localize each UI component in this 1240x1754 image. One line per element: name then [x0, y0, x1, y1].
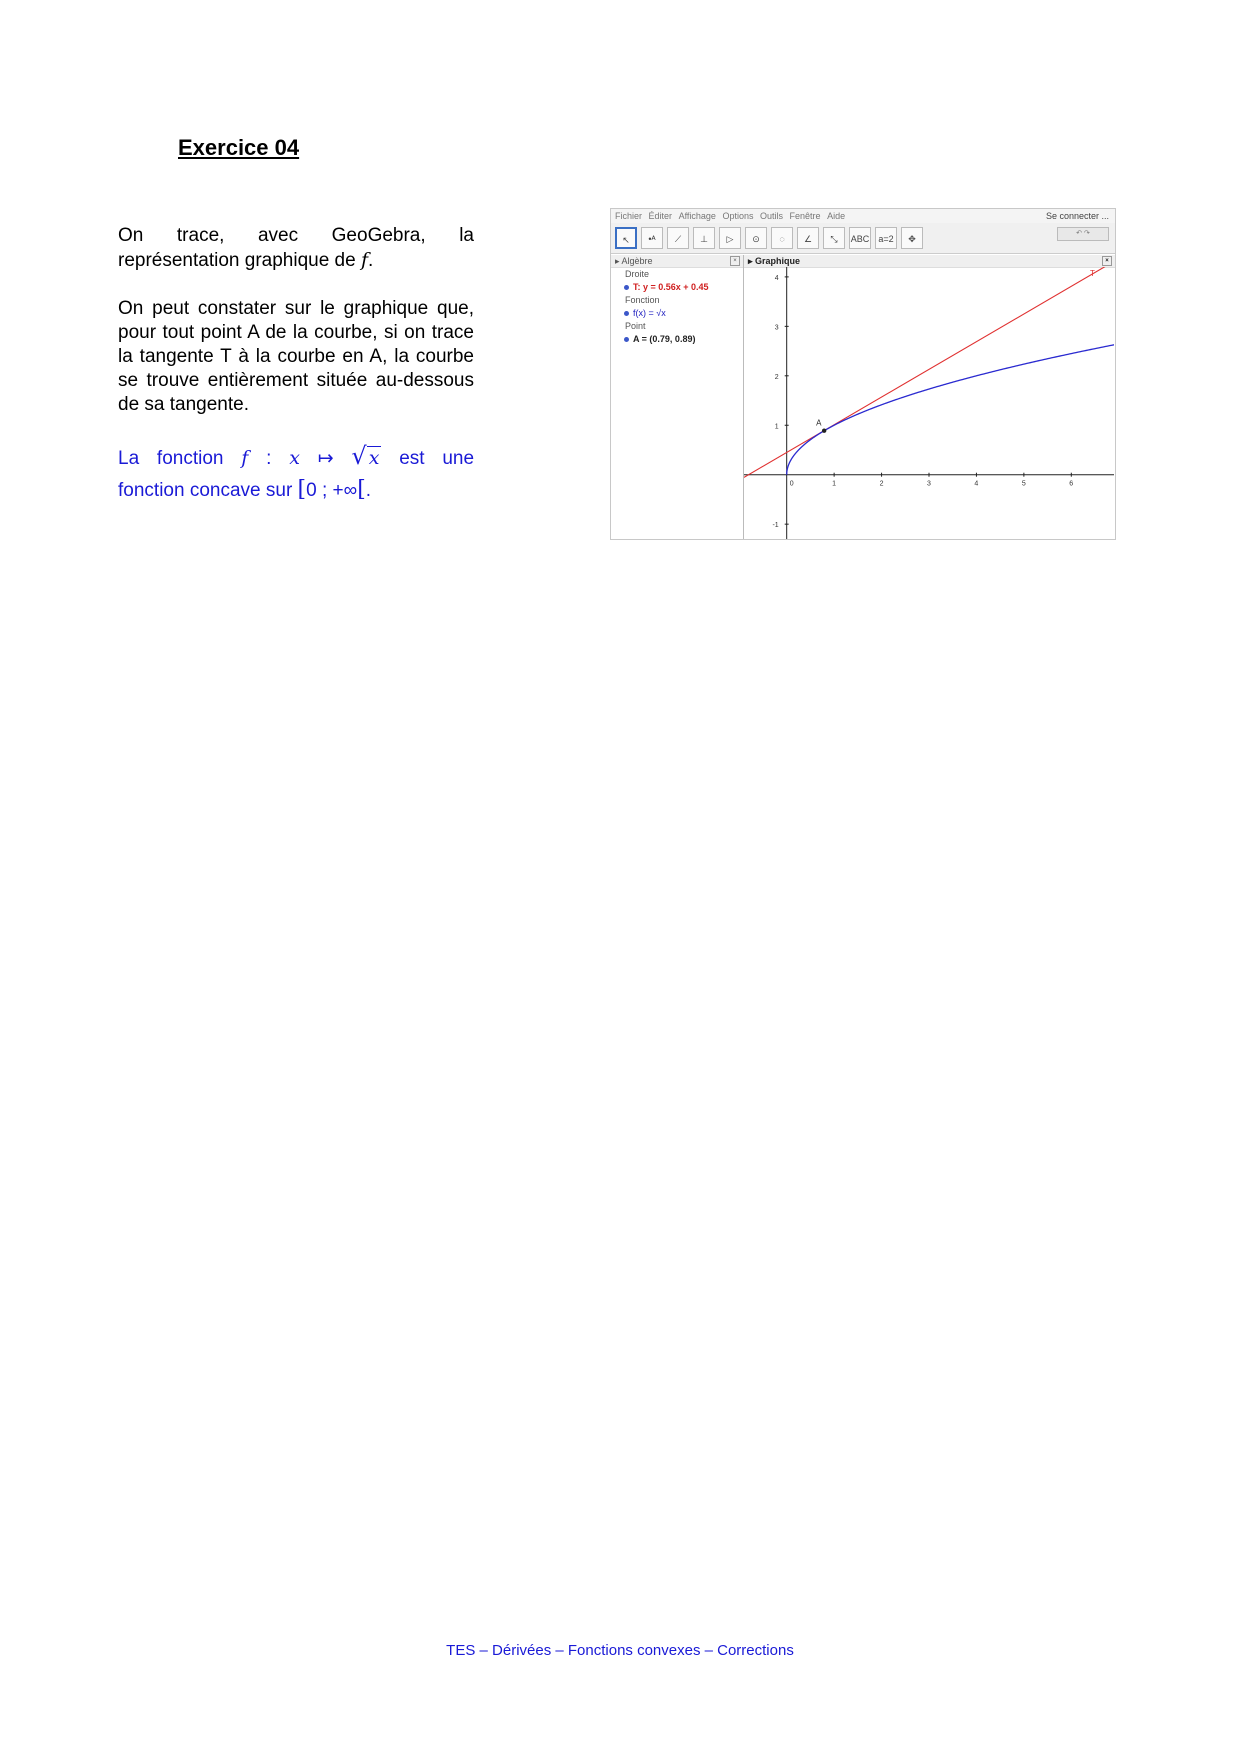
close-icon[interactable]: ×: [730, 256, 740, 266]
point-A: [822, 428, 826, 432]
circle-tool-icon[interactable]: ⊙: [745, 227, 767, 249]
paragraph-1-end: .: [368, 250, 374, 271]
x-tick-label: 5: [1021, 480, 1026, 488]
menu-affichage[interactable]: Affichage: [678, 211, 716, 221]
point-tool-icon[interactable]: •ᴬ: [641, 227, 663, 249]
menu-options[interactable]: Options: [722, 211, 754, 221]
graphics-title-label: Graphique: [755, 256, 801, 266]
open-bracket: [: [297, 477, 307, 502]
connect-link[interactable]: Se connecter ...: [1045, 211, 1109, 221]
slider-tool-icon[interactable]: a=2: [875, 227, 897, 249]
y-tick-label: 4: [774, 274, 779, 282]
conclusion-interval-prefix: fonction concave sur: [118, 480, 298, 501]
conclusion-f: f: [241, 447, 249, 469]
conclusion-la-fonction: La fonction: [118, 448, 224, 469]
paragraph-2: On peut constater sur le graphique que, pour tout point A de la courbe, si on trace la tangente T à la courbe en A, la courbe se trouve entièrement située au-dessous de sa tangente.: [118, 298, 474, 415]
algebra-item-function[interactable]: f(x) = √x: [611, 307, 743, 320]
conclusion-mapsto: ↦: [317, 448, 334, 469]
y-tick-label: 1: [774, 423, 779, 431]
tangent-line-T: [744, 267, 1114, 477]
category-droite: Droite: [625, 269, 650, 279]
x-tick-label: 1: [832, 480, 837, 488]
geogebra-window: [610, 208, 1116, 540]
point-A-label: A: [816, 418, 822, 428]
menu-fenetre[interactable]: Fenêtre: [789, 211, 821, 221]
category-fonction: Fonction: [625, 295, 660, 305]
undo-redo-icon[interactable]: ↶ ↷: [1057, 227, 1109, 241]
algebra-view: [611, 255, 744, 539]
graphics-view: [744, 255, 1115, 539]
algebra-view-title: ▸ Algèbre ×: [611, 255, 743, 268]
conclusion-colon: :: [266, 448, 272, 469]
paragraph-1-text: représentation graphique de: [118, 250, 361, 271]
y-tick-label: 2: [774, 373, 779, 381]
paragraph-1-line-1: On trace, avec GeoGebra, la: [118, 225, 474, 246]
footer: TES – Dérivées – Fonctions convexes – Corrections: [446, 1642, 794, 1659]
tangent-label-T: T: [1090, 268, 1095, 278]
x-tick-label: 0: [789, 480, 794, 488]
angle-tool-icon[interactable]: ∠: [797, 227, 819, 249]
y-tick-label: -1: [772, 522, 779, 530]
conclusion-line-1: [118, 444, 474, 471]
menu-outils[interactable]: Outils: [760, 211, 784, 221]
menu-fichier[interactable]: Fichier: [615, 211, 643, 221]
conclusion-x: x: [289, 447, 300, 469]
conclusion-end: .: [365, 480, 372, 501]
conclusion-line-2: [118, 478, 474, 503]
algebra-title-label: Algèbre: [621, 256, 653, 266]
text-tool-icon[interactable]: ABC: [849, 227, 871, 249]
polygon-tool-icon[interactable]: ▷: [719, 227, 741, 249]
paragraph-1-line-2: [118, 248, 474, 273]
function-name-f: f: [360, 249, 369, 271]
graphics-view-title: ▸ Graphique ×: [744, 255, 1115, 268]
category-point: Point: [625, 321, 646, 331]
x-tick-label: 6: [1069, 480, 1074, 488]
algebra-item-tangent[interactable]: T: y = 0.56x + 0.45: [611, 281, 743, 294]
exercise-title: Exercice 04: [178, 135, 300, 160]
close-bracket: [: [357, 477, 366, 502]
reflect-tool-icon[interactable]: ⤡: [823, 227, 845, 249]
conclusion-sqrt: [351, 442, 381, 470]
x-tick-label: 3: [927, 480, 931, 488]
geogebra-toolbar: [611, 223, 1115, 254]
perpendicular-tool-icon[interactable]: ⊥: [693, 227, 715, 249]
conclusion-est-une: est une: [399, 448, 475, 469]
move-tool-icon[interactable]: ↖: [615, 227, 637, 249]
algebra-item-point[interactable]: A = (0.79, 0.89): [611, 333, 743, 346]
conic-tool-icon[interactable]: ◌: [771, 227, 793, 249]
graphics-canvas[interactable]: [744, 267, 1114, 539]
move-view-tool-icon[interactable]: ✥: [901, 227, 923, 249]
x-tick-label: 2: [879, 480, 884, 488]
sqrt-argument: x: [368, 447, 380, 469]
interval-bounds: 0 ; +∞: [306, 480, 358, 501]
menu-aide[interactable]: Aide: [827, 211, 846, 221]
sqrt-symbol: √: [351, 442, 367, 470]
geogebra-menu-bar: [611, 209, 1115, 223]
line-tool-icon[interactable]: ⟋: [667, 227, 689, 249]
y-tick-label: 3: [774, 324, 779, 332]
function-curve-sqrt: [787, 345, 1114, 475]
close-icon[interactable]: ×: [1102, 256, 1112, 266]
menu-editer[interactable]: Éditer: [648, 211, 673, 221]
x-tick-label: 4: [974, 480, 979, 488]
